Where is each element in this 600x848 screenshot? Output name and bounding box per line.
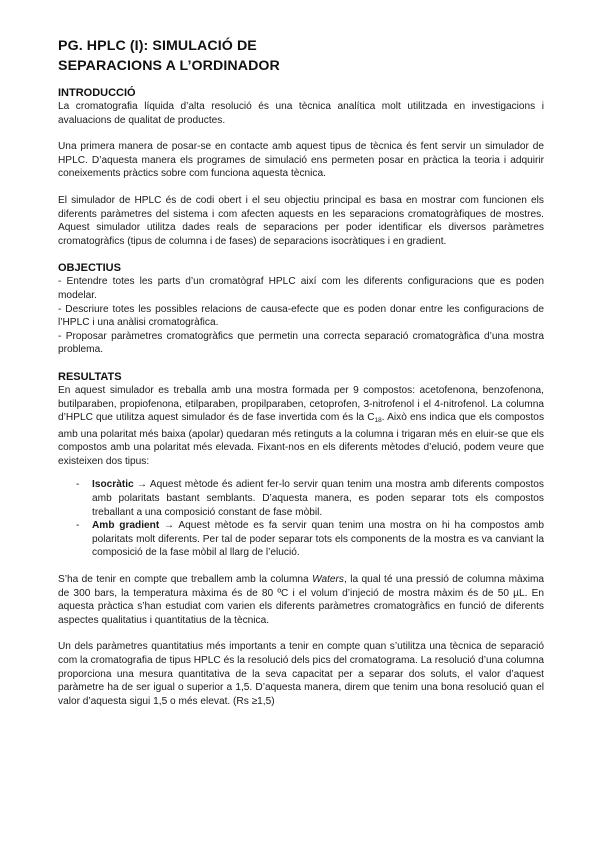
intro-paragraph-1: La cromatografia líquida d’alta resolució és una tècnica analítica molt utilitzada en investigacions i avaluacions de qualitat de productes. <box>58 101 544 126</box>
results-paragraph-2 <box>58 573 544 627</box>
results-p1-part-b: . Això ens indica que els compostos amb una polaritat més baixa (apolar) quedaran més retinguts a la columna i trigaran més en eluir-se que els compostos amb una polaritat més elevada. Fixant-nos en els diferents mètodes d’elució, podem veure que existeixen dos tipus: <box>58 412 545 467</box>
results-paragraph-3: Un dels paràmetres quantitatius més importants a tenir en compte quan s’utilitza una tècnica de separació com la cromatografia de tipus HPLC és la resolució dels pics del cromatograma. La resolució d’una columna proporciona una mesura quantitativa de la seva capacitat per a separar dos soluts, el valor d’aquest paràmetre ha de ser igual o superior a 1,5. D’aquesta manera, direm que tenim una bona resolució quan el valor d’aquesta sigui 1,5 o més elevat. (Rs ≥1,5) <box>58 641 544 707</box>
method-term: Amb gradient <box>92 520 160 532</box>
objective-item-3: - Proposar paràmetres cromatogràfics que permetin una correcta separació cromatogràfica d’una mostra problema. <box>58 330 544 356</box>
title-line-1: PG. HPLC (I): SIMULACIÓ DE <box>58 38 257 54</box>
results-p1-part-a: En aquest simulador es treballa amb una mostra formada per 9 compostos: acetofenona, benzofenona, butilparaben, propiofenona, etilparaben, propilparaben, cetoprofen, 3-nitrofenol i el 4-nitrofenol. La columna d’HPLC que utilitza aquest simulador és de fase invertida com és la C <box>58 384 544 424</box>
elution-methods-list <box>58 478 544 560</box>
method-description: → Aquest mètode és adient fer-lo servir quan tenim una mostra amb diferents compostos amb polaritats bastant semblants. D’aquesta manera, es poden separar tots els compostos treballant a una composició constant de fase mòbil. <box>92 479 544 518</box>
list-dash: - <box>76 520 80 532</box>
intro-heading: INTRODUCCIÓ <box>58 87 136 99</box>
results-p2-part-b: , la qual té una pressió de columna màxima de 300 bars, la temperatura màxima és de 80 ºC i el volum d’injeció de mostra màxim és de 50 µL. En aquesta pràctica s’han estudiat com varien els diferents paràmetres cromatogràfics en funció de diferents aspectes qualitatius i quantitatius de la tècnica. <box>58 574 545 626</box>
results-p2-part-a: S’ha de tenir en compte que treballem amb la columna <box>58 574 313 586</box>
method-gradient <box>58 519 544 560</box>
objective-item-1: - Entendre totes les parts d’un cromatògraf HPLC així com les diferents configuracions que es poden modelar. <box>58 276 544 301</box>
c18-subscript: 18 <box>374 417 382 425</box>
objectives-heading: OBJECTIUS <box>58 262 121 275</box>
list-dash: - <box>76 479 80 491</box>
document-title <box>58 36 544 76</box>
method-isocratic <box>58 478 544 519</box>
column-brand: Waters <box>312 574 344 586</box>
method-term: Isocràtic <box>92 479 134 491</box>
method-description: → Aquest mètode es fa servir quan tenim una mostra on hi ha compostos amb polaritats molt diferents. Per tal de poder separar tots els components de la mostra es va canviant la composició de la fase mòbil al llarg de l’elució. <box>92 520 544 559</box>
title-line-2: SEPARACIONS A L’ORDINADOR <box>58 58 280 74</box>
intro-paragraph-3: El simulador de HPLC és de codi obert i el seu objectiu principal es basa en mostrar com funcionen els diferents paràmetres del sistema i com afecten aquests en les separacions cromatogràfiques de mostres. Aquest simulador utilitza dades reals de separacions per poder identificar els diversos paràmetres cromatogràfics (tipus de columna i de fases) de separacions isocràtiques i en gradient. <box>58 194 544 247</box>
results-heading: RESULTATS <box>58 370 122 383</box>
intro-paragraph-2: Una primera manera de posar-se en contacte amb aquest tipus de tècnica és fent servir un simulador de HPLC. D’aquesta manera els programes de simulació ens permeten posar en pràctica la teoria i adquirir coneixements pràctics sobre com funciona aquesta tècnica. <box>58 141 544 180</box>
results-paragraph-1 <box>58 384 544 469</box>
objective-item-2: - Descriure totes les possibles relacions de causa-efecte que es poden donar entre les configuracions de l’HPLC i una anàlisi cromatogràfica. <box>58 303 544 329</box>
